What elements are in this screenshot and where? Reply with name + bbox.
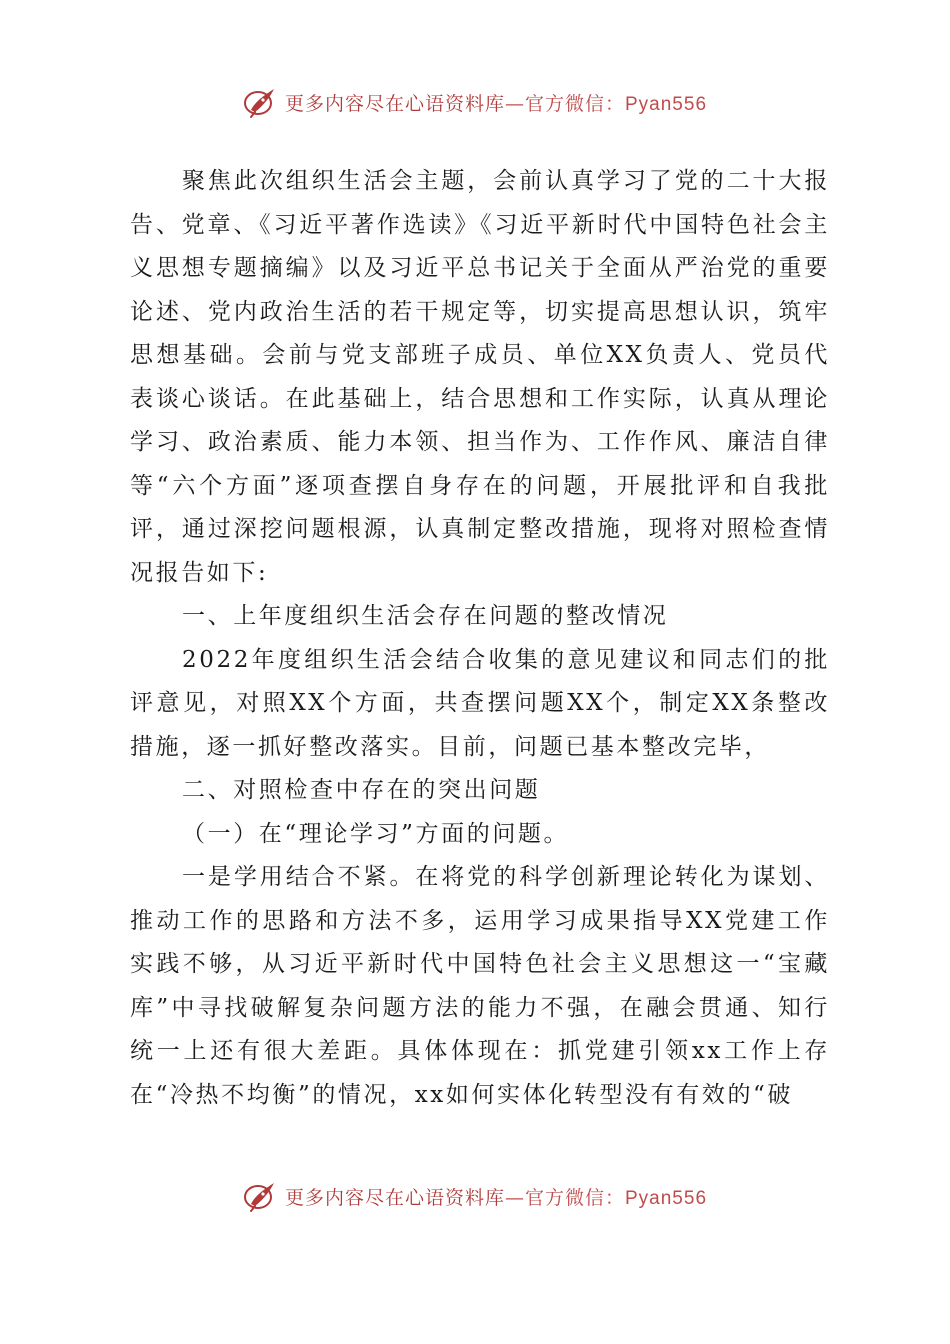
intro-paragraph: 聚焦此次组织生活会主题，会前认真学习了党的二十大报告、党章、《习近平著作选读》《习近平新时代中国特色社会主义思想专题摘编》以及习近平总书记关于全面从严治党的重要论述、党内政治生活的若干规定等，切实提高思想认识，筑牢思想基础。会前与党支部班子成员、单位XX负责人、党员代表谈心谈话。在此基础上，结合思想和工作实际，认真从理论学习、政治素质、能力本领、担当作为、工作作风、廉洁自律等“六个方面”逐项查摆自身存在的问题，开展批评和自我批评，通过深挖问题根源，认真制定整改措施，现将对照检查情况报告如下: (130, 168, 830, 586)
watermark-main-text: 更多内容尽在心语资料库 (284, 1186, 505, 1209)
document-body (130, 160, 830, 1117)
watermark-wechat-id: Pyan556 (625, 93, 708, 115)
watermark-text (285, 1183, 707, 1210)
problem-paragraph-1: 一是学用结合不紧。在将党的科学创新理论转化为谋划、推动工作的思路和方法不多，运用学习成果指导XX党建工作实践不够，从习近平新时代中国特色社会主义思想这一“宝藏库”中寻找破解复杂问题方法的能力不强，在融会贯通、知行统一上还有很大差距。具体体现在：抓党建引领xx工作上存在“冷热不均衡”的情况，xx如何实体化转型没有有效的“破 (130, 864, 830, 1108)
watermark-text (285, 89, 707, 116)
watermark-wechat-label: 官方微信： (524, 1186, 625, 1209)
watermark-dash: — (504, 1186, 525, 1209)
header-watermark-banner (0, 82, 950, 122)
section-heading-2: 二、对照检查中存在的突出问题 (182, 777, 541, 803)
section-heading-1: 一、上年度组织生活会存在问题的整改情况 (182, 603, 669, 629)
watermark-main-text: 更多内容尽在心语资料库 (284, 92, 505, 115)
subsection-heading-1: （一）在“理论学习”方面的问题。 (182, 820, 570, 847)
pen-nib-logo-icon (243, 1178, 279, 1214)
footer-watermark-banner (0, 1176, 950, 1216)
watermark-wechat-label: 官方微信： (524, 92, 625, 115)
pen-nib-logo-icon (243, 84, 279, 120)
watermark-dash: — (504, 92, 525, 115)
rectification-paragraph: 2022年度组织生活会结合收集的意见建议和同志们的批评意见，对照XX个方面，共查摆问题XX个，制定XX条整改措施，逐一抓好整改落实。目前，问题已基本整改完毕， (130, 646, 830, 760)
watermark-wechat-id: Pyan556 (625, 1187, 708, 1209)
